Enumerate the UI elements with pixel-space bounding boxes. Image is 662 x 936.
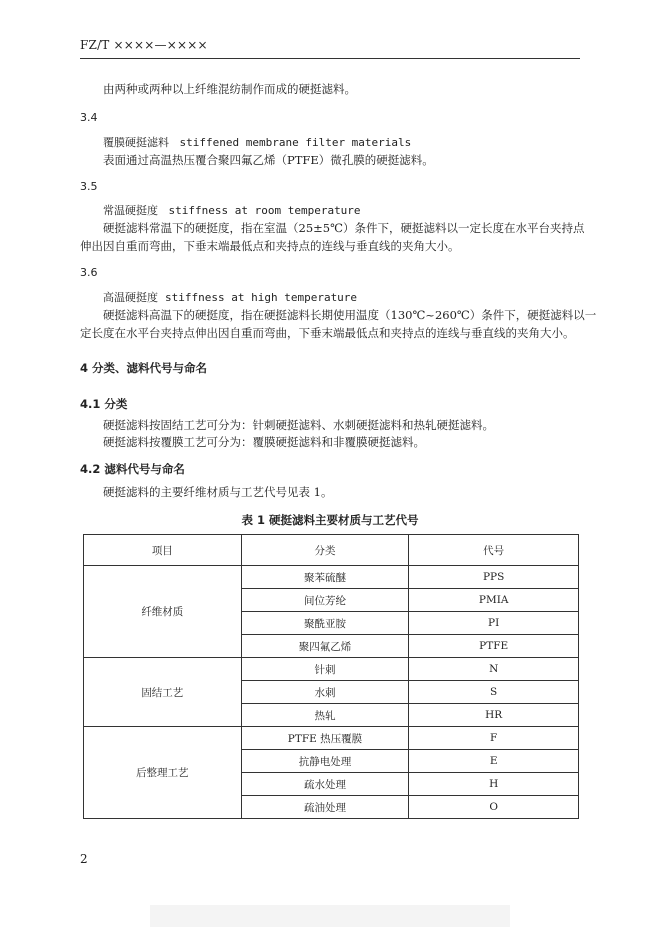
term-3-5 <box>103 204 361 218</box>
term-cn: 覆膜硬挺滤料 <box>103 136 169 149</box>
definition-3-4: 表面通过高温热压覆合聚四氟乙烯（PTFE）微孔膜的硬挺滤料。 <box>103 153 434 167</box>
definition-3-5-line1: 硬挺滤料常温下的硬挺度，指在室温（25±5℃）条件下，硬挺滤料以一定长度在水平台夹持点 <box>103 221 585 235</box>
table-row <box>84 727 579 750</box>
table-row <box>84 566 579 589</box>
table-caption: 表 1 硬挺滤料主要材质与工艺代号 <box>241 513 419 527</box>
code-cell: PTFE <box>409 635 579 658</box>
category-cell: 水刺 <box>241 681 409 704</box>
category-cell: 聚苯硫醚 <box>241 566 409 589</box>
section-number-3-4: 3.4 <box>80 111 98 124</box>
code-cell: PPS <box>409 566 579 589</box>
group-fiber-material: 纤维材质 <box>84 566 242 658</box>
category-cell: 间位芳纶 <box>241 589 409 612</box>
header-code: 代号 <box>409 535 579 566</box>
code-cell: H <box>409 773 579 796</box>
term-en: stiffened membrane filter materials <box>179 136 412 149</box>
table-row <box>84 658 579 681</box>
header-rule <box>80 58 580 59</box>
term-cn: 常温硬挺度 <box>103 204 158 217</box>
category-cell: PTFE 热压覆膜 <box>241 727 409 750</box>
standard-code-header: FZ/T ××××—×××× <box>80 38 208 52</box>
code-cell: PMIA <box>409 589 579 612</box>
category-cell: 抗静电处理 <box>241 750 409 773</box>
code-cell: N <box>409 658 579 681</box>
category-cell: 疏油处理 <box>241 796 409 819</box>
code-cell: HR <box>409 704 579 727</box>
section-4-2-heading: 4.2 滤料代号与命名 <box>80 462 185 476</box>
term-en: stiffness at high temperature <box>165 291 358 304</box>
term-cn: 高温硬挺度 <box>103 291 158 304</box>
category-cell: 热轧 <box>241 704 409 727</box>
code-cell: E <box>409 750 579 773</box>
classification-line-1: 硬挺滤料按固结工艺可分为：针刺硬挺滤料、水刺硬挺滤料和热轧硬挺滤料。 <box>103 418 494 432</box>
section-number-3-6: 3.6 <box>80 266 98 279</box>
definition-3-6-line2: 定长度在水平台夹持点伸出因自重而弯曲，下垂末端最低点和夹持点的连线与垂直线的夹角大小。 <box>80 326 575 340</box>
classification-line-2: 硬挺滤料按覆膜工艺可分为：覆膜硬挺滤料和非覆膜硬挺滤料。 <box>103 435 425 449</box>
intro-line: 由两种或两种以上纤维混纺制作而成的硬挺滤料。 <box>103 82 356 96</box>
section-4-1-heading: 4.1 分类 <box>80 397 128 411</box>
category-cell: 疏水处理 <box>241 773 409 796</box>
category-cell: 聚四氟乙烯 <box>241 635 409 658</box>
codes-intro-line: 硬挺滤料的主要纤维材质与工艺代号见表 1。 <box>103 485 333 499</box>
page-number: 2 <box>80 852 88 866</box>
group-consolidation-process: 固结工艺 <box>84 658 242 727</box>
term-3-4 <box>103 136 411 150</box>
faded-watermark-band <box>150 905 510 927</box>
definition-3-5-line2: 伸出因自重而弯曲，下垂末端最低点和夹持点的连线与垂直线的夹角大小。 <box>80 239 460 253</box>
code-cell: PI <box>409 612 579 635</box>
section-number-3-5: 3.5 <box>80 180 98 193</box>
section-4-heading: 4 分类、滤料代号与命名 <box>80 361 208 375</box>
header-item: 项目 <box>84 535 242 566</box>
group-finishing-process: 后整理工艺 <box>84 727 242 819</box>
code-cell: F <box>409 727 579 750</box>
material-code-table <box>83 534 579 819</box>
header-category: 分类 <box>241 535 409 566</box>
category-cell: 聚酰亚胺 <box>241 612 409 635</box>
term-en: stiffness at room temperature <box>168 204 361 217</box>
table-header-row <box>84 535 579 566</box>
term-3-6 <box>103 291 357 305</box>
code-cell: O <box>409 796 579 819</box>
category-cell: 针刺 <box>241 658 409 681</box>
code-cell: S <box>409 681 579 704</box>
definition-3-6-line1: 硬挺滤料高温下的硬挺度，指在硬挺滤料长期使用温度（130℃~260℃）条件下，硬挺滤料以一 <box>103 308 597 322</box>
